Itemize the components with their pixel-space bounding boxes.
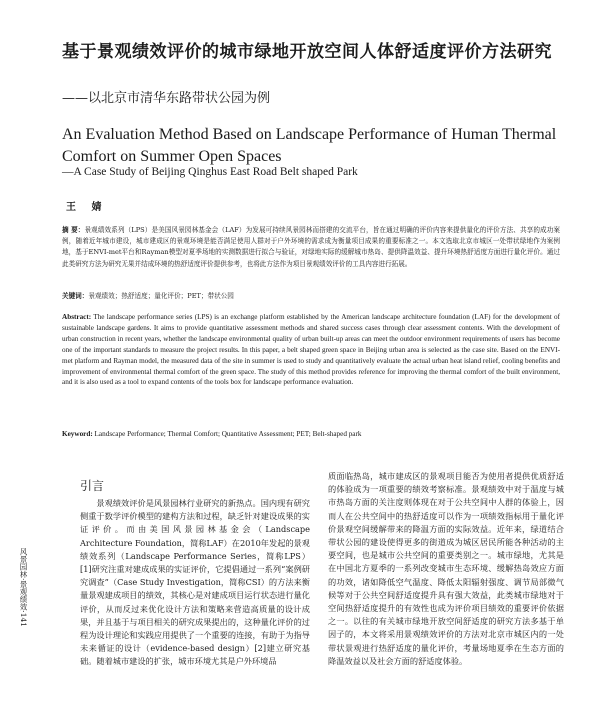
abstract-cn (62, 225, 560, 270)
abstract-en-text: The landscape performance series (LPS) is an exchange platform established by the American landscape architecture foundation (LAF) for the development of sustainable landscape gardens. It aims to provide quantitative assessment methods and shared success cases through clear assessment contents. With the development of urban construction in recent years, whether the landscape environmental quality of urban built-up areas can meet the outdoor environment requirements of users has become one of the important standards to measure the project results. In this paper, a belt shaped green space in Beijing urban area is selected as the case site. Based on the ENVI-met platform and Rayman model, the measured data of the site in summer is used to study and quantitatively evaluate the actual urban heat island relief, cooling benefits and improvement of environmental thermal comfort of the green space. The study of this method provides reference for improving the thermal comfort of the built environment, and it is also used as a tool to expand contents of the tools box for landscape performance evaluation. (62, 313, 560, 387)
abstract-en (62, 312, 560, 388)
section-heading-introduction: 引言 (80, 479, 105, 493)
paper-subtitle-cn: ——以北京市清华东路带状公园为例 (62, 91, 271, 106)
abstract-cn-label: 摘 要： (62, 226, 85, 234)
abstract-cn-text: 景观绩效系列（LPS）是美国风景园林基金会（LAF）为发展可持续风景园林而搭建的交流平台，旨在通过明确的评价内容来提供量化的评价方法、共享的成功案例，随着近年城市建设，城市建成区的景观环境是能否满足使用人群对于户外环境的需求成为衡量项目成果的重要标准之一。本文选取北京市城区一处带状绿地作为案例地，基于ENVI-met平台和Rayman模型对夏季场地的实测数据进行拟合与验证，对绿地实际的缓解城市热岛、提供降温效益、提升环境热舒适度方面进行量化评价。通过此类研究方法为研究无果并结成环境的热舒适度评价提供参考，也将此方法作为项目景观绩效评价的工具内容进行拓展。 (62, 226, 561, 268)
author-name: 王 婧 (66, 202, 108, 213)
body-text-left-column: 景观绩效评价是风景园林行业研究的新热点。国内现有研究侧重于数学评价模型的建构方法和过程，缺乏针对建设成果的实证评价。而由美国风景园林基金会（Landscape Architecture Foundation，简称LAF）在2010年发起的景观绩效系列（Landscape Performance Series，简称LPS）[1]研究注重对建成成果的实证评价，它提倡通过一系列“案例研究调查”（Case Study Investigation，简称CSI）的方法来衡量景观建成项目的绩效，其核心是对建成项目运行状态进行量化评价，从而反过来优化设计方法和策略来营造高质量的设计成果，并且基于与项目相关的研究成果提出的，这种量化评价的过程为设计理论和实践应用提供了一个重要的连接，有助于为指导未来循证的设计（evidence-based design）[2]建立研究基础。随着城市建设的扩张，城市环境尤其是户外环境品 (80, 498, 310, 667)
journal-running-head: 风景园林·景观绩效·141 (19, 548, 28, 628)
keywords-en-text: Landscape Performance; Thermal Comfort; Quantitative Assessment; PET; Belt-shaped park (94, 430, 362, 438)
paper-title-cn: 基于景观绩效评价的城市绿地开放空间人体舒适度评价方法研究 (62, 42, 552, 62)
paper-title-en: An Evaluation Method Based on Landscape Performance of Human Thermal Comfort on Summer Open Spaces (62, 126, 557, 165)
keywords-en (62, 429, 560, 440)
keywords-en-label: Keyword: (62, 430, 93, 438)
paper-subtitle-en: —A Case Study of Beijing Qinghus East Road Belt shaped Park (62, 166, 358, 178)
keywords-cn-label: 关键词： (62, 292, 89, 300)
abstract-en-label: Abstract: (62, 313, 92, 321)
keywords-cn (62, 291, 560, 302)
body-text-right-column: 质面临热岛，城市建成区的景观项目能否为使用者提供优质舒适的体验成为一项重要的绩效考察标准。景观绩效中对于温度与城市热岛方面的关注度则体现在对于公共空间中人群的体验上，因而人在公共空间中的热舒适度可以作为一项绩效指标用于量化评价景观空间缓解带来的降温方面的实际效益。近年来，绿道结合带状公园的建设使得更多的街道成为城区居民所能各种活动的主要空间，也是城市公共空间的重要类别之一。城市绿地，尤其是在中国北方夏季的一系列改变城市生态环境、缓解热岛效应方面的功效，诸如降低空气温度、降低太阳辐射强度、调节局部微气候等对于公共空间舒适度提升具有强大效益，此类城市绿地对于空间热舒适度提升的有效性也成为评价项目绩效的重要评价依据之一。以往的有关城市绿地开放空间舒适度的研究方法多基于单因子的，本文将采用景观绩效评价的方法对北京市城区内的一处带状景观进行热舒适度的量化评价，考量场地夏季在生态方面的降温效益以及社会方面的舒适度体验。 (328, 471, 564, 666)
keywords-cn-text: 景观绩效；热舒适度；量化评价；PET；带状公园 (88, 292, 234, 300)
